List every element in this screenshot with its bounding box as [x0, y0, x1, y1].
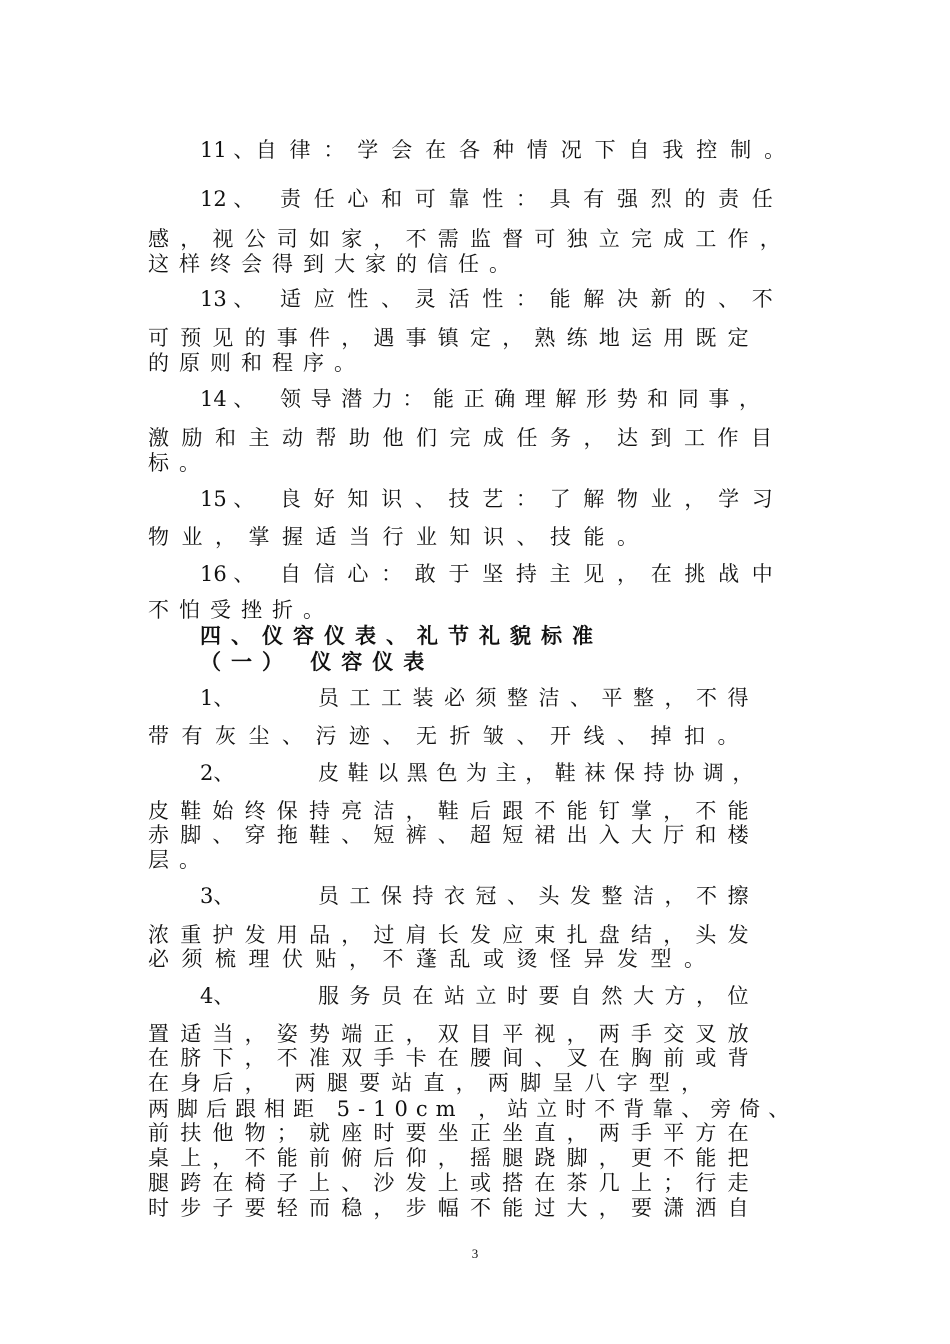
- rule-4-cont-6: [148, 1145, 798, 1171]
- item-12-cont-2: [148, 251, 798, 277]
- item-14-cont-1: [148, 425, 798, 451]
- item-number: 13 、: [200, 287, 255, 311]
- item-16-cont-1: [148, 597, 798, 623]
- item-text: 良好知识、技艺：了解物业，学习: [280, 487, 786, 511]
- rule-text: 时步子要轻而稳，步幅不能过大，要潇洒自: [148, 1196, 760, 1220]
- item-14-line: [200, 386, 798, 412]
- rule-text: 皮鞋以黑色为主，鞋袜保持协调，: [318, 761, 762, 785]
- rule-2-cont-3: [148, 847, 798, 873]
- rule-2-line: [200, 760, 798, 786]
- rule-text: 腿跨在椅子上、沙发上或搭在茶几上；行走: [148, 1171, 760, 1195]
- item-number: 14 、: [200, 387, 255, 411]
- rule-4-cont-7: [148, 1170, 798, 1196]
- item-12-cont-1: [148, 226, 798, 252]
- item-14-cont-2: [148, 450, 798, 476]
- rule-number: 1、: [200, 686, 235, 710]
- rule-text: 浓重护发用品，过肩长发应束扎盘结，头发: [148, 923, 760, 947]
- rule-3-cont-2: [148, 946, 798, 972]
- item-13-cont-2: [148, 350, 798, 376]
- rule-text: 带有灰尘、污迹、无折皱、开线、掉扣。: [148, 724, 751, 748]
- item-number: 16 、: [200, 562, 255, 586]
- rule-1-line: [200, 685, 798, 711]
- rule-number: 3、: [200, 884, 235, 908]
- item-number: 15 、: [200, 487, 255, 511]
- rule-2-cont-2: [148, 822, 798, 848]
- item-15-cont-1: [148, 524, 798, 550]
- item-text: 这样终会得到大家的信任。: [148, 252, 520, 276]
- item-text: 责任心和可靠性：具有强烈的责任: [280, 187, 786, 211]
- rule-text: 必须梳理伏贴，不蓬乱或烫怪异发型。: [148, 947, 718, 971]
- section-title: 四、仪容仪表、礼节礼貌标准: [200, 623, 603, 648]
- rule-4-line: [200, 983, 798, 1009]
- item-number: 12 、: [200, 187, 255, 211]
- rule-text: 皮鞋始终保持亮洁，鞋后跟不能钉掌，不能: [148, 799, 760, 823]
- rule-4-cont-8: [148, 1195, 798, 1221]
- item-text: 自信心：敢于坚持主见，在挑战中: [280, 562, 786, 586]
- page-number: 3: [471, 1246, 479, 1261]
- item-text: 适应性、灵活性：能解决新的、不: [280, 287, 786, 311]
- rule-text: 员工保持衣冠、头发整洁，不擦: [318, 884, 759, 908]
- item-text: 自律：学会在各种情况下自我控制。: [255, 138, 798, 162]
- item-15-line: [200, 486, 798, 512]
- item-text: 不怕受挫折。: [148, 598, 334, 622]
- rule-4-cont-4: [148, 1096, 798, 1122]
- item-text: 标。: [148, 451, 210, 475]
- item-11-line: [200, 137, 798, 163]
- item-text: 激励和主动帮助他们完成任务，达到工作目: [148, 426, 785, 450]
- rule-text: 层。: [148, 848, 210, 872]
- rule-text: 服务员在站立时要自然大方，位: [318, 984, 759, 1008]
- item-12-line: [200, 186, 798, 212]
- rule-text: 桌上，不能前俯后仰，摇腿跷脚，更不能把: [148, 1146, 760, 1170]
- rule-4-cont-2: [148, 1045, 798, 1071]
- rule-4-cont-3: [148, 1070, 798, 1096]
- item-13-line: [200, 286, 798, 312]
- rule-2-cont-1: [148, 798, 798, 824]
- rule-text: 赤脚、穿拖鞋、短裤、超短裙出入大厅和楼: [148, 823, 760, 847]
- rule-text: 置适当，姿势端正，双目平视，两手交叉放: [148, 1022, 760, 1046]
- rule-3-line: [200, 883, 798, 909]
- rule-number: 2、: [200, 761, 235, 785]
- item-16-line: [200, 561, 798, 587]
- rule-4-cont-1: [148, 1021, 798, 1047]
- item-text: 的原则和程序。: [148, 351, 365, 375]
- rule-text: 两脚后跟相距 5-10cm ，站立时不背靠、旁倚、: [148, 1097, 798, 1121]
- subsection-title: （一） 仪容仪表: [200, 649, 435, 674]
- rule-text: 前扶他物；就座时要坐正坐直，两手平方在: [148, 1121, 760, 1145]
- rule-text: 在脐下，不准双手卡在腰间、叉在胸前或背: [148, 1046, 760, 1070]
- rule-4-cont-5: [148, 1120, 798, 1146]
- rule-1-cont-1: [148, 723, 798, 749]
- item-text: 可预见的事件，遇事镇定，熟练地运用既定: [148, 326, 760, 350]
- rule-text: 在身后， 两腿要站直，两脚呈八字型，: [148, 1071, 714, 1095]
- rule-3-cont-1: [148, 922, 798, 948]
- item-text: 感，视公司如家，不需监督可独立完成工作，: [148, 227, 792, 251]
- item-text: 领导潜力：能正确理解形势和同事，: [280, 387, 770, 411]
- rule-number: 4、: [200, 984, 235, 1008]
- item-number: 11 、: [200, 138, 255, 162]
- item-13-cont-1: [148, 325, 798, 351]
- item-text: 物业，掌握适当行业知识、技能。: [148, 525, 651, 549]
- rule-text: 员工工装必须整洁、平整，不得: [318, 686, 759, 710]
